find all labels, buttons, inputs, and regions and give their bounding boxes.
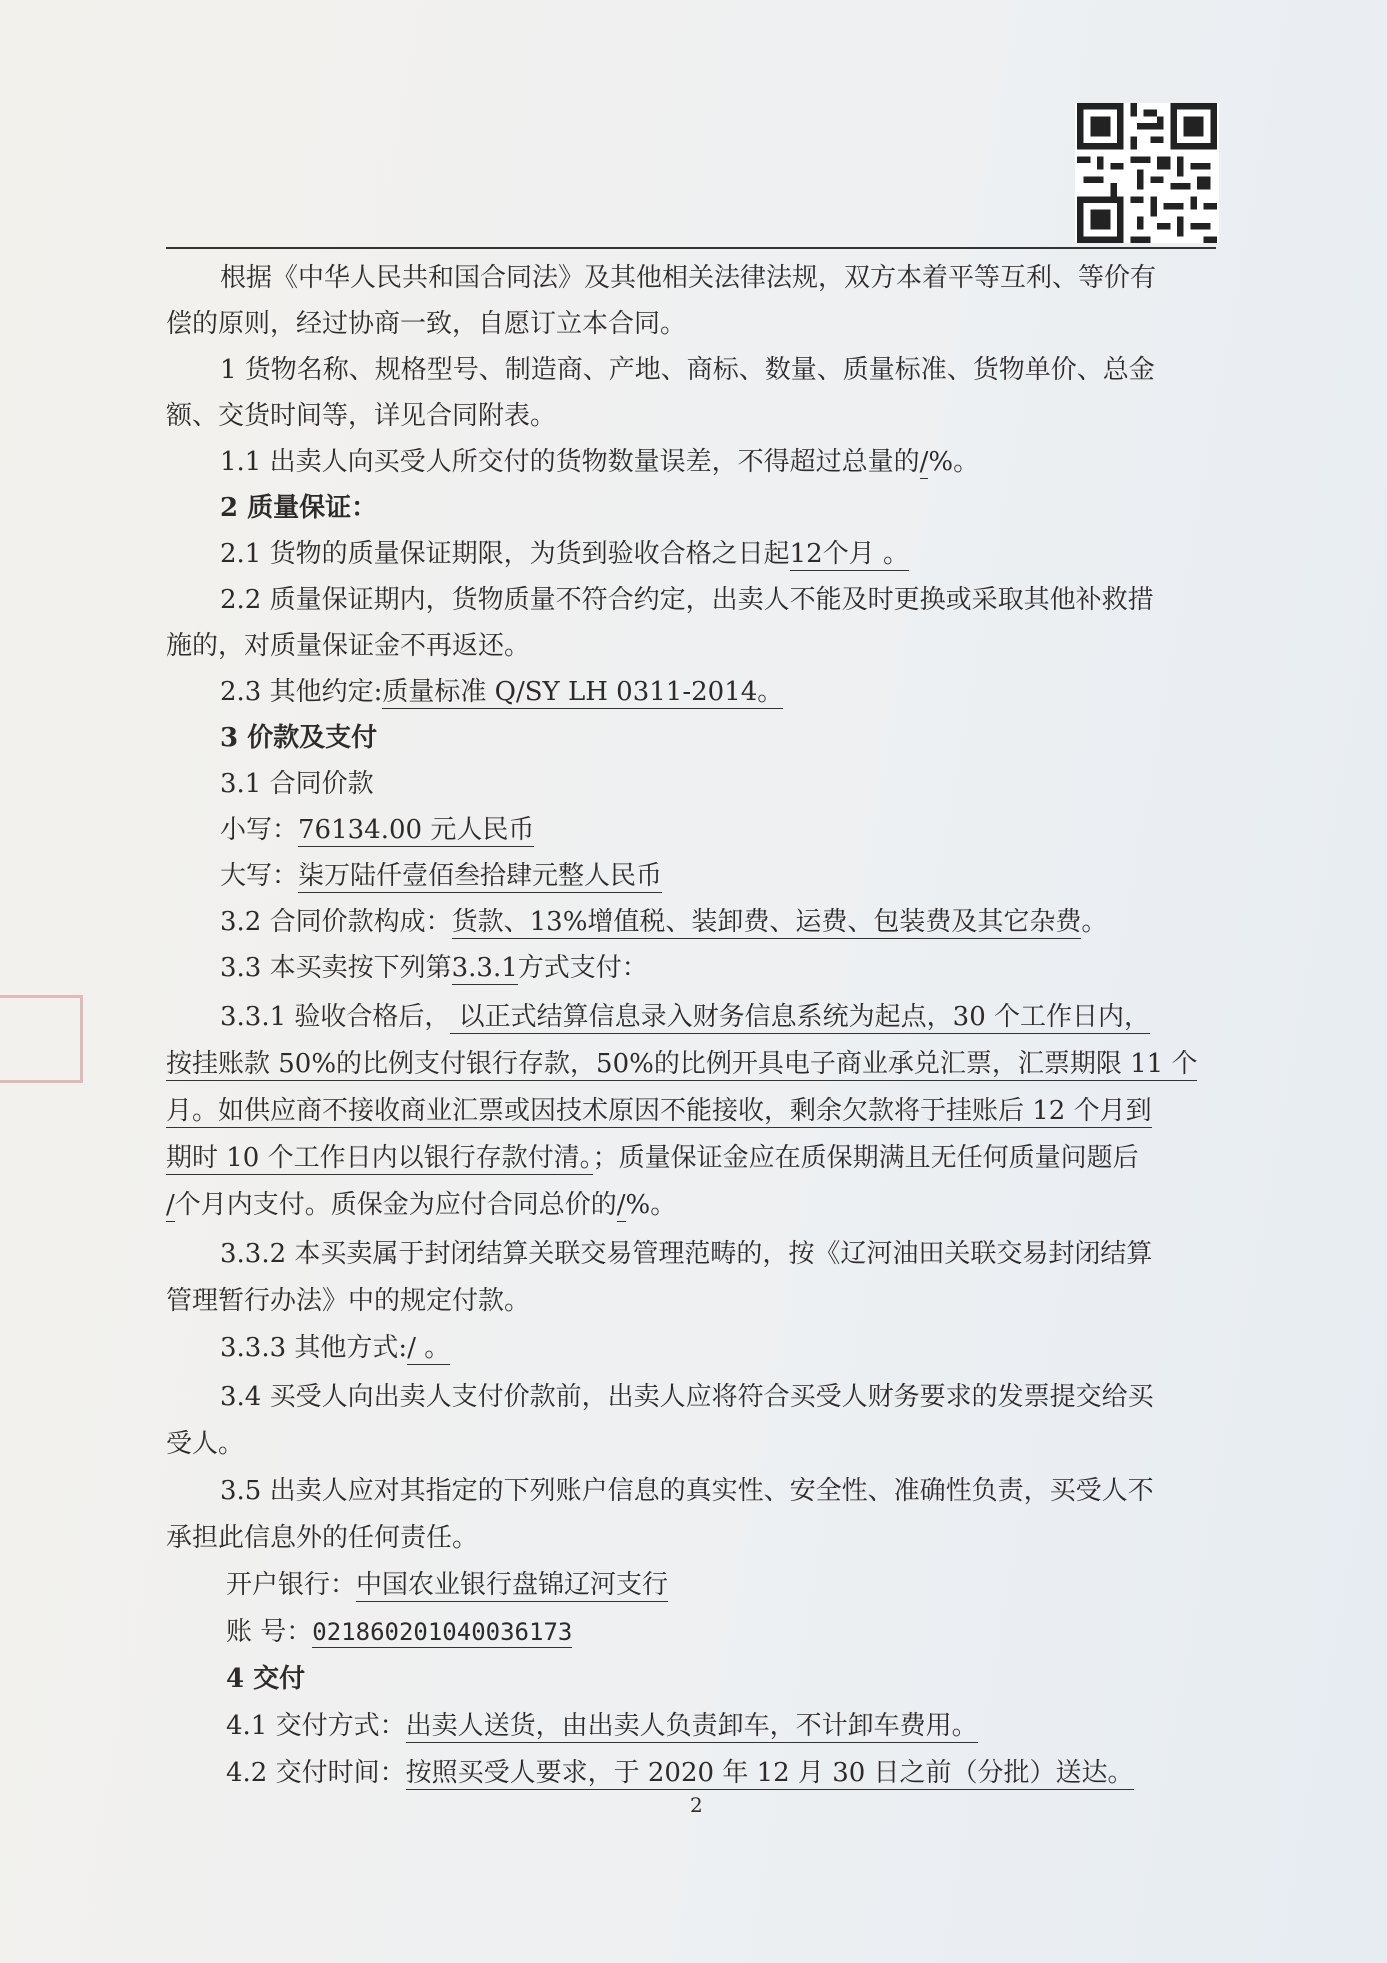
- price-in-words: [220, 859, 662, 893]
- clause-3-3-1-line-4: [166, 1141, 1139, 1175]
- price-in-figures-value: 76134.00 元人民币: [298, 815, 535, 845]
- bank-label: 开户银行：: [226, 1570, 357, 1600]
- clause-3-3-1-line-2: [166, 1047, 1197, 1081]
- clause-3-3-3-text: 3.3.3 其他方式:: [220, 1333, 408, 1363]
- payment-terms-line-2: 按挂账款 50%的比例支付银行存款，50%的比例开具电子商业承兑汇票，汇票期限 11 个: [166, 1049, 1198, 1079]
- account-number-value: 021860201040036173: [312, 1618, 573, 1646]
- clause-3-5-line-1: 3.5 出卖人应对其指定的下列账户信息的真实性、安全性、准确性负责，买受人不: [220, 1476, 1154, 1506]
- warranty-period-value: 12个月 。: [789, 539, 909, 569]
- clause-3-3-3: [220, 1331, 450, 1365]
- payment-terms-line-3: 月。如供应商不接收商业汇票或因技术原因不能接收，剩余欠款将于挂账后 12 个月到: [166, 1096, 1152, 1126]
- clause-4-2: [226, 1756, 1134, 1790]
- clause-2-3: [220, 675, 783, 709]
- clause-3-1: 3.1 合同价款: [220, 769, 374, 799]
- clause-1-line-2: 额、交货时间等，详见合同附表。: [166, 401, 557, 431]
- qr-code: [1075, 103, 1219, 243]
- deposit-suffix: %。: [625, 1190, 677, 1220]
- price-in-words-value: 柒万陆仟壹佰叁拾肆元整人民币: [298, 861, 663, 891]
- payment-terms-line-1: 以正式结算信息录入财务信息系统为起点，30 个工作日内，: [450, 1002, 1151, 1032]
- clause-2-1-text: 2.1 货物的质量保证期限，为货到验收合格之日起: [220, 539, 790, 569]
- delivery-time-value: 按照买受人要求，于 2020 年 12 月 30 日之前（分批）送达。: [405, 1758, 1134, 1788]
- price-in-figures-label: 小写：: [220, 815, 299, 845]
- clause-3-3-1-text: 3.3.1 验收合格后，: [220, 1002, 451, 1032]
- clause-4-1-text: 4.1 交付方式：: [226, 1711, 406, 1741]
- clause-3-2: [220, 905, 1107, 939]
- deposit-months-value: /: [166, 1190, 175, 1220]
- clause-3-4-line-1: 3.4 买受人向出卖人支付价款前，出卖人应将符合买受人财务要求的发票提交给买: [220, 1382, 1154, 1412]
- clause-2-2-line-2: 施的，对质量保证金不再返还。: [166, 631, 531, 661]
- clause-2-2-line-1: 2.2 质量保证期内，货物质量不符合约定，出卖人不能及时更换或采取其他补救措: [220, 585, 1154, 615]
- delivery-method-value: 出卖人送货，由出卖人负责卸车，不计卸车费用。: [405, 1711, 978, 1741]
- intro-line-2: 偿的原则，经过协商一致，自愿订立本合同。: [166, 309, 687, 339]
- clause-1-1: [220, 445, 979, 479]
- intro-line-1: 根据《中华人民共和国合同法》及其他相关法律法规，双方本着平等互利、等价有: [220, 263, 1157, 293]
- clause-4-1: [226, 1709, 978, 1743]
- page-number: 2: [690, 1793, 703, 1817]
- deposit-percent-value: /: [616, 1190, 626, 1220]
- price-in-words-label: 大写：: [220, 861, 299, 891]
- deposit-terms-text: ；质量保证金应在质保期满且无任何质量问题后: [592, 1143, 1139, 1173]
- account-label: 账 号：: [226, 1617, 313, 1647]
- clause-1-line-1: 1 货物名称、规格型号、制造商、产地、商标、数量、质量标准、货物单价、总金: [220, 355, 1155, 385]
- account-row: [226, 1615, 572, 1649]
- clause-4-2-text: 4.2 交付时间：: [226, 1758, 406, 1788]
- payment-terms-line-4: 期时 10 个工作日内以银行存款付清。: [166, 1143, 593, 1173]
- other-method-value: / 。: [407, 1333, 451, 1363]
- quantity-tolerance-value: /: [919, 447, 929, 477]
- clause-3-3-2-line-1: 3.3.2 本买卖属于封闭结算关联交易管理范畴的，按《辽河油田关联交易封闭结算: [220, 1239, 1153, 1269]
- section-4-title: 4 交付: [226, 1664, 306, 1694]
- bank-row: [226, 1568, 668, 1602]
- clause-3-3-text: 3.3 本买卖按下列第: [220, 953, 452, 983]
- section-2-title: 2 质量保证：: [220, 493, 378, 523]
- quality-standard-value: 质量标准 Q/SY LH 0311-2014。: [382, 677, 784, 707]
- clause-3-3-2-line-2: 管理暂行办法》中的规定付款。: [166, 1286, 531, 1316]
- clause-3-2-suffix: 。: [1081, 907, 1108, 937]
- price-in-figures: [220, 813, 534, 847]
- clause-1-1-text: 1.1 出卖人向买受人所交付的货物数量误差，不得超过总量的: [220, 447, 920, 477]
- clause-2-3-text: 2.3 其他约定:: [220, 677, 383, 707]
- section-3-title: 3 价款及支付: [220, 723, 378, 753]
- deposit-text: 个月内支付。质保金为应付合同总价的: [174, 1190, 617, 1220]
- price-composition-value: 货款、13%增值税、装卸费、运费、包装费及其它杂费: [451, 907, 1082, 937]
- header-rule: [166, 247, 1216, 249]
- clause-3-4-line-2: 受人。: [166, 1429, 245, 1459]
- seal-stamp-fragment: [0, 995, 83, 1083]
- clause-1-1-suffix: %。: [928, 447, 980, 477]
- clause-3-3-1-line-5: [166, 1188, 676, 1222]
- clause-3-2-text: 3.2 合同价款构成：: [220, 907, 452, 937]
- bank-name-value: 中国农业银行盘锦辽河支行: [356, 1570, 669, 1600]
- payment-method-value: 3.3.1: [451, 953, 518, 983]
- clause-3-5-line-2: 承担此信息外的任何责任。: [166, 1523, 479, 1553]
- clause-3-3: [220, 951, 648, 985]
- clause-3-3-1-line-3: [166, 1094, 1152, 1128]
- clause-2-1: [220, 537, 909, 571]
- clause-3-3-suffix: 方式支付：: [517, 953, 648, 983]
- clause-3-3-1-line-1: [220, 1000, 1150, 1034]
